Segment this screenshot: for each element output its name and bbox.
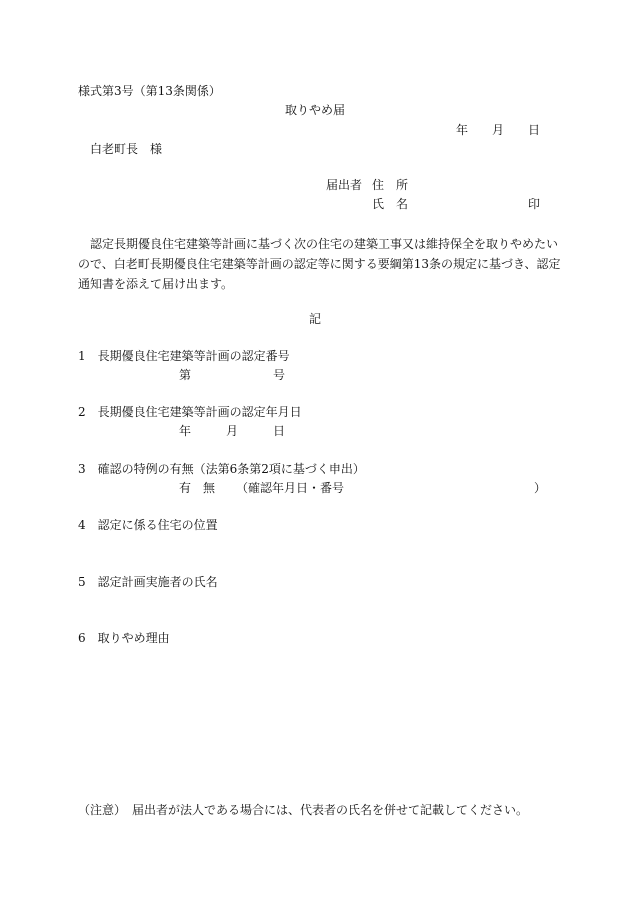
body-paragraph: [78, 234, 561, 294]
seal-mark: 印: [528, 197, 541, 211]
document-title: 取りやめ届: [285, 103, 346, 117]
form-number: 様式第3号（第13条関係）: [78, 84, 221, 98]
item-3-no: 無: [203, 481, 216, 495]
body-line: 認定長期優良住宅建築等計画に基づく次の住宅の建築工事又は維持保全を取りやめたい: [78, 237, 559, 251]
item-1-suffix: 号: [273, 368, 286, 382]
item-1-label: 1 長期優良住宅建築等計画の認定番号: [78, 349, 290, 363]
date-month-label: 月: [492, 123, 505, 137]
item-2-label: 2 長期優良住宅建築等計画の認定年月日: [78, 405, 302, 419]
body-line: ので、白老町長期優良住宅建築等計画の認定等に関する要綱第13条の規定に基づき、認定: [78, 257, 561, 271]
ki-heading: 記: [309, 312, 322, 326]
item-2-month: 月: [226, 424, 239, 438]
notifier-label: 届出者: [326, 178, 363, 192]
addressee: 白老町長 様: [90, 142, 163, 156]
item-5-label: 5 認定計画実施者の氏名: [78, 575, 218, 589]
item-4-label: 4 認定に係る住宅の位置: [78, 518, 218, 532]
item-1-prefix: 第: [179, 368, 192, 382]
item-6-label: 6 取りやめ理由: [78, 631, 170, 645]
date-day-label: 日: [528, 123, 541, 137]
item-2-year: 年: [179, 424, 192, 438]
date-year-label: 年: [456, 123, 469, 137]
notifier-address-label: 住 所: [372, 178, 409, 192]
item-3-detail-close: ）: [534, 481, 547, 495]
item-3-yes: 有: [179, 481, 192, 495]
note: （注意） 届出者が法人である場合には、代表者の氏名を併せて記載してください。: [78, 803, 529, 817]
item-2-day: 日: [273, 424, 286, 438]
body-line: 通知書を添えて届け出ます。: [78, 277, 234, 291]
notifier-name-label: 氏 名: [372, 197, 409, 211]
item-3-label: 3 確認の特例の有無（法第6条第2項に基づく申出）: [78, 462, 365, 476]
item-3-detail-open: （確認年月日・番号: [236, 481, 345, 495]
